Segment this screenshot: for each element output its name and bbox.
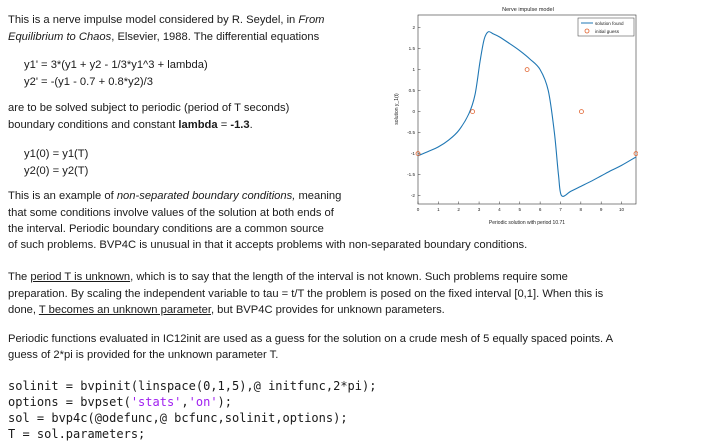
unknown-line-3: done, T becomes an unknown parameter, but BVP4C provides for unknown parameters. bbox=[8, 304, 445, 316]
chart-title: Nerve impulse model bbox=[502, 7, 554, 13]
equation-1: y1' = 3*(y1 + y2 - 1/3*y1^3 + lambda) bbox=[24, 59, 208, 71]
x-tick-label: 2 bbox=[457, 207, 460, 212]
x-tick-label: 7 bbox=[559, 207, 562, 212]
y-tick-label: 1 bbox=[412, 67, 415, 73]
x-tick-label: 1 bbox=[437, 207, 440, 212]
chart-background bbox=[388, 2, 638, 234]
boundary-condition-1: y1(0) = y1(T) bbox=[24, 148, 89, 160]
code-line-2: options = bvpset('stats','on'); bbox=[8, 395, 232, 409]
x-tick-label: 8 bbox=[579, 207, 583, 212]
y-tick-label: -1 bbox=[410, 151, 415, 157]
code-line-3: sol = bvp4c(@odefunc,@ bcfunc,solinit,options); bbox=[8, 411, 348, 425]
nonsep-line-3: the interval. Periodic boundary conditions are a common source bbox=[8, 223, 324, 235]
y-tick-label: 2 bbox=[412, 25, 415, 31]
y-tick-label: -2 bbox=[410, 193, 415, 199]
nonsep-line-1: This is an example of non-separated boundary conditions, meaning bbox=[8, 190, 342, 202]
nerve-impulse-chart bbox=[388, 2, 638, 234]
nonsep-line-2: that some conditions involve values of the solution at both ends of bbox=[8, 207, 334, 219]
x-tick-label: 0 bbox=[416, 207, 420, 212]
guess-line-1: Periodic functions evaluated in IC12init are used as a guess for the solution on a crude mesh of 5 equally spaced points. A bbox=[8, 333, 614, 345]
unknown-parameter-link[interactable]: T becomes an unknown parameter bbox=[38, 304, 211, 316]
nonsep-line-4: of such problems. BVP4C is unusual in that it accepts problems with non-separated boundary conditions. bbox=[8, 239, 528, 251]
intro-line-1: This is a nerve impulse model considered by R. Seydel, in From bbox=[8, 14, 325, 26]
x-tick-label: 4 bbox=[498, 207, 501, 212]
period-unknown-link[interactable]: period T is unknown bbox=[30, 271, 131, 283]
y-tick-label: 1.5 bbox=[408, 46, 415, 52]
boundary-condition-2: y2(0) = y2(T) bbox=[24, 165, 89, 177]
x-tick-label: 9 bbox=[599, 207, 603, 212]
code-line-4: T = sol.parameters; bbox=[8, 427, 146, 441]
x-axis-label: Periodic solution with period 10.71 bbox=[488, 220, 566, 226]
equation-2: y2' = -(y1 - 0.7 + 0.8*y2)/3 bbox=[24, 76, 153, 88]
x-tick-label: 6 bbox=[538, 207, 542, 212]
intro-line-2: Equilibrium to Chaos, Elsevier, 1988. The differential equations bbox=[8, 31, 320, 43]
x-tick-label: 3 bbox=[477, 207, 481, 212]
y-tick-label: 0 bbox=[412, 109, 415, 115]
y-tick-label: 0.5 bbox=[408, 88, 415, 94]
x-tick-label: 10 bbox=[618, 207, 625, 212]
periodic-line-2: boundary conditions and constant lambda = -1.3. bbox=[8, 119, 253, 131]
y-tick-label: -0.5 bbox=[407, 130, 415, 136]
y-axis-label: solution y_1(t) bbox=[394, 93, 400, 125]
periodic-line-1: are to be solved subject to periodic (period of T seconds) bbox=[8, 102, 290, 114]
legend-entry-solution-found: solution found bbox=[595, 21, 624, 26]
guess-line-2: guess of 2*pi is provided for the unknown parameter T. bbox=[8, 349, 279, 361]
code-line-1: solinit = bvpinit(linspace(0,1,5),@ initfunc,2*pi); bbox=[8, 379, 377, 393]
legend-entry-initial-guess: initial guess bbox=[595, 29, 620, 34]
y-tick-label: -1.5 bbox=[407, 172, 415, 178]
x-tick-label: 5 bbox=[518, 207, 522, 212]
unknown-line-1: The period T is unknown, which is to say that the length of the interval is not known. Such problems require some bbox=[8, 271, 568, 283]
unknown-line-2: preparation. By scaling the independent variable to tau = t/T the problem is posed on the fixed interval [0,1]. When this is bbox=[8, 288, 604, 300]
